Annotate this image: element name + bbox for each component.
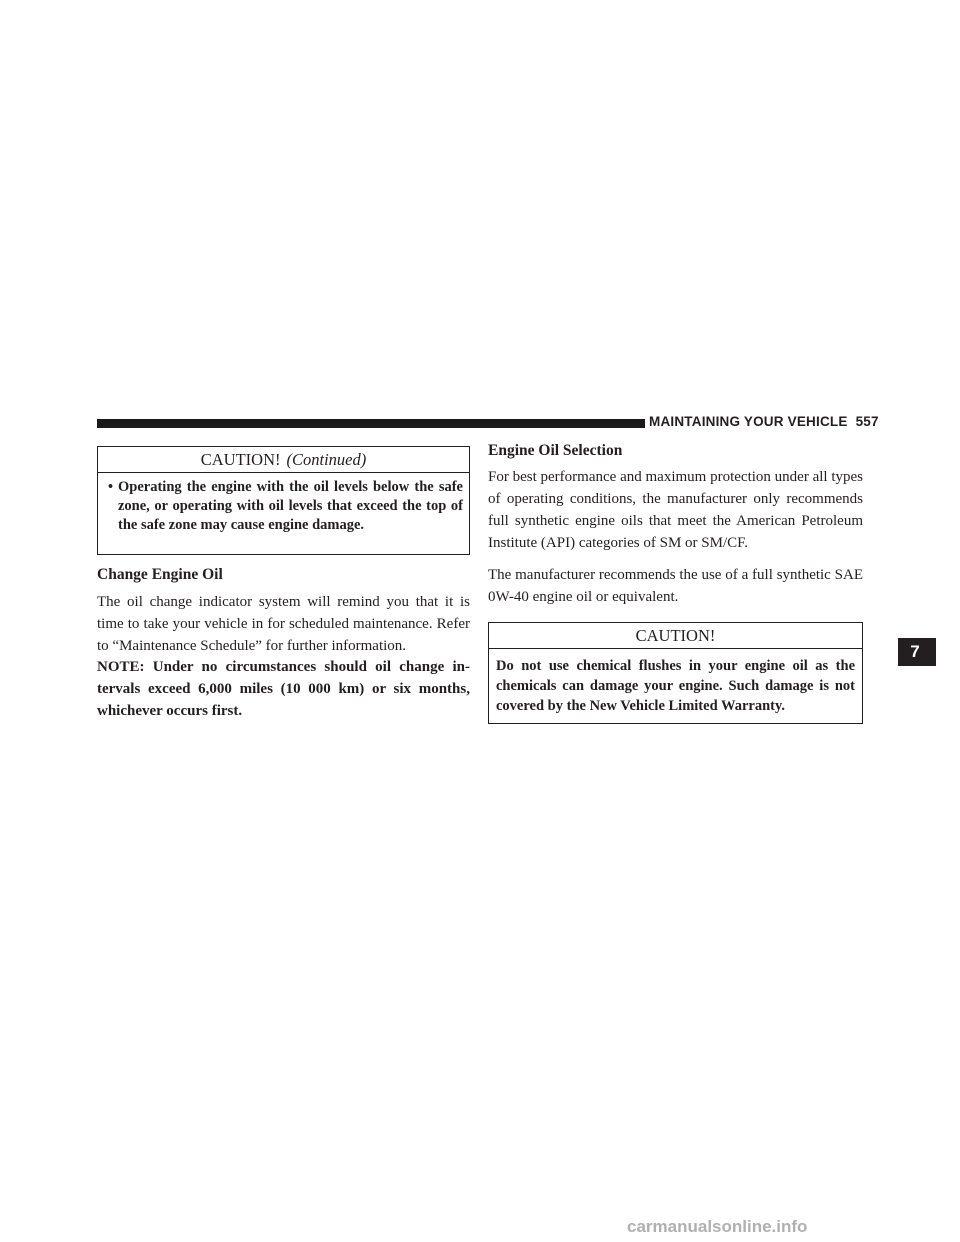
continued-label: (Continued) <box>286 450 367 469</box>
running-header <box>649 414 879 429</box>
oil-selection-paragraph-2: The manufacturer recommends the use of a full synthetic SAE 0W-40 engine oil or equivalent. <box>488 567 863 605</box>
chapter-tab <box>898 638 936 666</box>
heading-change-engine-oil: Change Engine Oil <box>97 566 223 583</box>
change-oil-note: NOTE: Under no circumstances should oil change in-tervals exceed 6,000 miles (10 000 km) or six months, whichever occurs first. <box>97 659 470 719</box>
oil-selection-paragraph-1: For best performance and maximum protection under all types of operating conditions, the manufacturer only recommends full synthetic engine oils that meet the American Petroleum Institute (API) categories of SM or SM/CF. <box>488 469 863 551</box>
header-rule <box>97 419 645 428</box>
caution-box-continued <box>97 446 470 555</box>
chapter-number: 7 <box>910 642 920 661</box>
caution-label: CAUTION! <box>200 450 281 469</box>
bullet-icon: • <box>108 479 114 495</box>
watermark: carmanualsonline.info <box>627 1217 808 1236</box>
heading-engine-oil-selection: Engine Oil Selection <box>488 442 623 459</box>
caution-box-flush <box>488 622 863 724</box>
section-title: MAINTAINING YOUR VEHICLE <box>649 414 848 429</box>
caution-text: Do not use chemical flushes in your engine oil as the chemicals can damage your engine. Such damage is not covered by the New Vehicle Limited Warranty. <box>496 658 855 714</box>
page-number: 557 <box>855 414 879 429</box>
change-oil-paragraph: The oil change indicator system will remind you that it is time to take your vehicle in for scheduled maintenance. Refer to “Maintenance Schedule” for further information. <box>97 594 470 654</box>
caution-title <box>98 447 469 473</box>
caution-text: Operating the engine with the oil levels below the safe zone, or operating with oil levels that exceed the top of the safe zone may cause engine damage. <box>118 479 463 533</box>
caution-title: CAUTION! <box>489 623 862 649</box>
caution-body <box>98 473 469 535</box>
